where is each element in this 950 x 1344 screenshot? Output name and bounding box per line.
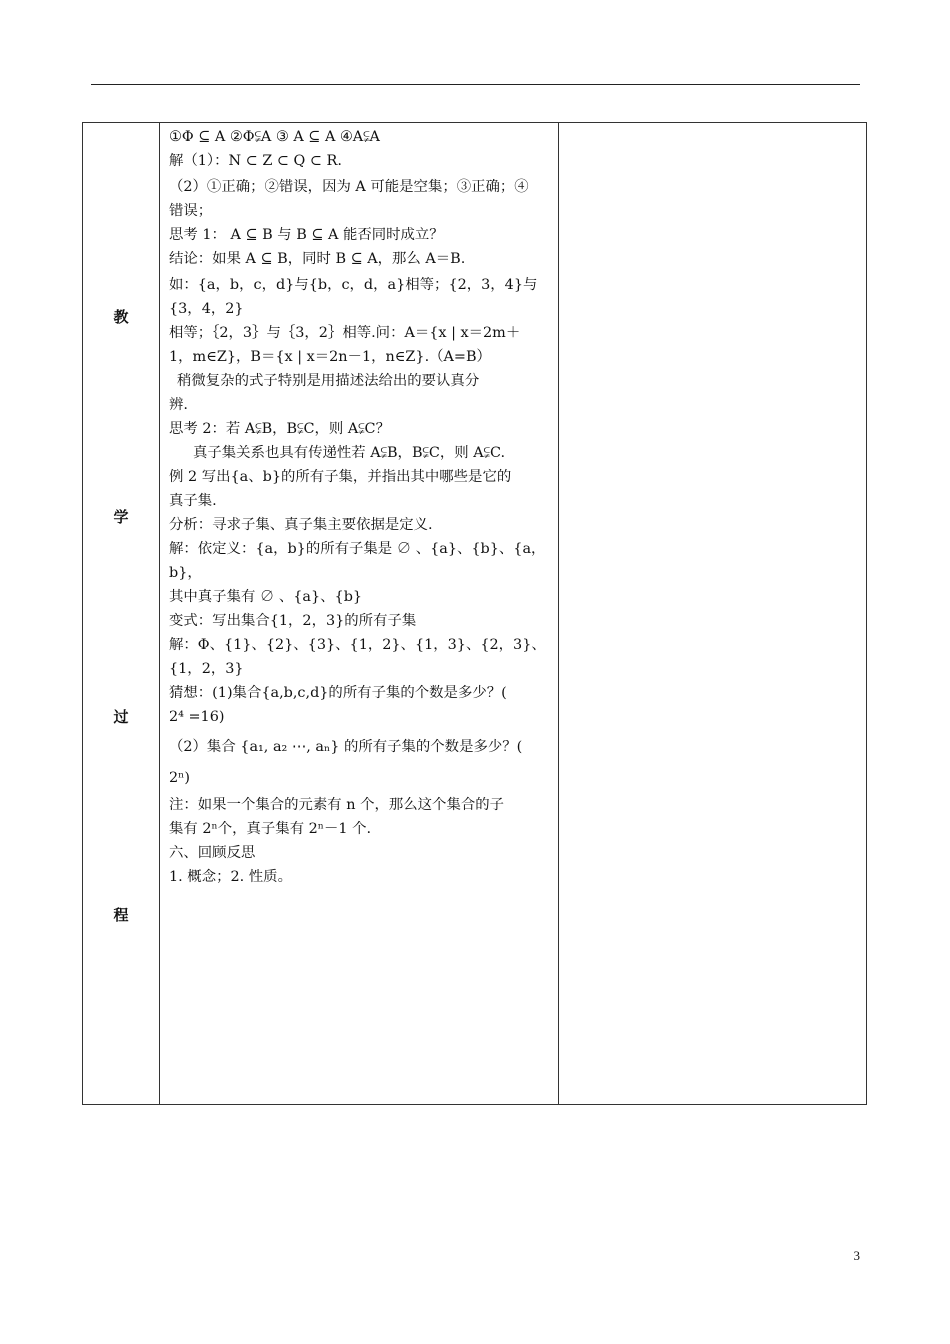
- content-line: 猜想：(1)集合{a,b,c,d}的所有子集的个数是多少？(: [169, 685, 507, 701]
- lesson-content: [169, 125, 555, 889]
- content-line: 辨.: [169, 397, 188, 413]
- content-line: 真子集.: [169, 493, 217, 509]
- content-line: 思考 1： A ⊆ B 与 B ⊆ A 能否同时成立？: [169, 227, 444, 243]
- content-line: ①Φ ⊆ A ②Φ⫋A ③ A ⊆ A ④A⫋A: [169, 129, 380, 145]
- content-line: 变式：写出集合{1，2，3}的所有子集: [169, 613, 417, 629]
- content-line: 解（1）：N ⊂ Z ⊂ Q ⊂ R.: [169, 153, 342, 169]
- content-line: 六、回顾反思: [169, 845, 256, 861]
- side-label-char: 学: [113, 508, 129, 526]
- content-line: 1. 概念；2. 性质。: [169, 869, 292, 885]
- content-line: 如：{a，b，c，d}与{b，c，d，a}相等；{2，3，4}与{3，4，2}: [169, 277, 538, 317]
- content-line: 解：Φ、{1}、{2}、{3}、{1，2}、{1，3}、{2，3}、{1，2，3}: [169, 637, 546, 677]
- content-line: 其中真子集有 ∅ 、{a}、{b}: [169, 589, 363, 605]
- lesson-table: [82, 122, 867, 1105]
- content-line: 例 2 写出{a、b}的所有子集，并指出其中哪些是它的: [169, 469, 512, 485]
- content-line: 真子集关系也具有传递性若 A⫋B，B⫋C，则 A⫋C.: [193, 445, 506, 461]
- content-line: 2ⁿ): [169, 770, 190, 786]
- content-line: 注：如果一个集合的元素有 n 个，那么这个集合的子: [169, 797, 505, 813]
- side-label-char: 过: [113, 708, 129, 726]
- content-line: 1，m∈Z}，B＝{x | x＝2n－1，n∈Z}.（A=B）: [169, 349, 491, 365]
- page-number: 3: [853, 1248, 860, 1263]
- column-divider-left: [159, 123, 160, 1104]
- content-line: 2⁴ =16): [169, 709, 225, 725]
- content-line: 相等；｛2，3｝与｛3，2｝相等.问：A＝{x | x＝2m＋: [169, 325, 521, 341]
- content-line: 结论：如果 A ⊆ B，同时 B ⊆ A，那么 A＝B.: [169, 251, 466, 267]
- content-line: 思考 2：若 A⫋B，B⫋C，则 A⫋C？: [169, 421, 390, 437]
- content-line: 稍微复杂的式子特别是用描述法给出的要认真分: [177, 373, 480, 389]
- header-rule: [91, 84, 860, 85]
- side-label-char: 教: [113, 308, 129, 326]
- column-divider-right: [558, 123, 559, 1104]
- side-label-char: 程: [113, 906, 129, 924]
- content-line: （2）①正确；②错误，因为 A 可能是空集；③正确；④: [169, 179, 529, 195]
- content-line: 解：依定义：{a，b}的所有子集是 ∅ 、{a}、{b}、{a，b}，: [169, 541, 546, 581]
- content-line: 分析：寻求子集、真子集主要依据是定义.: [169, 517, 433, 533]
- content-line: （2）集合 {a₁, a₂ ⋯, aₙ} 的所有子集的个数是多少？(: [169, 739, 523, 755]
- content-line: 集有 2ⁿ个，真子集有 2ⁿ－1 个.: [169, 821, 372, 837]
- content-line: 错误；: [169, 203, 213, 219]
